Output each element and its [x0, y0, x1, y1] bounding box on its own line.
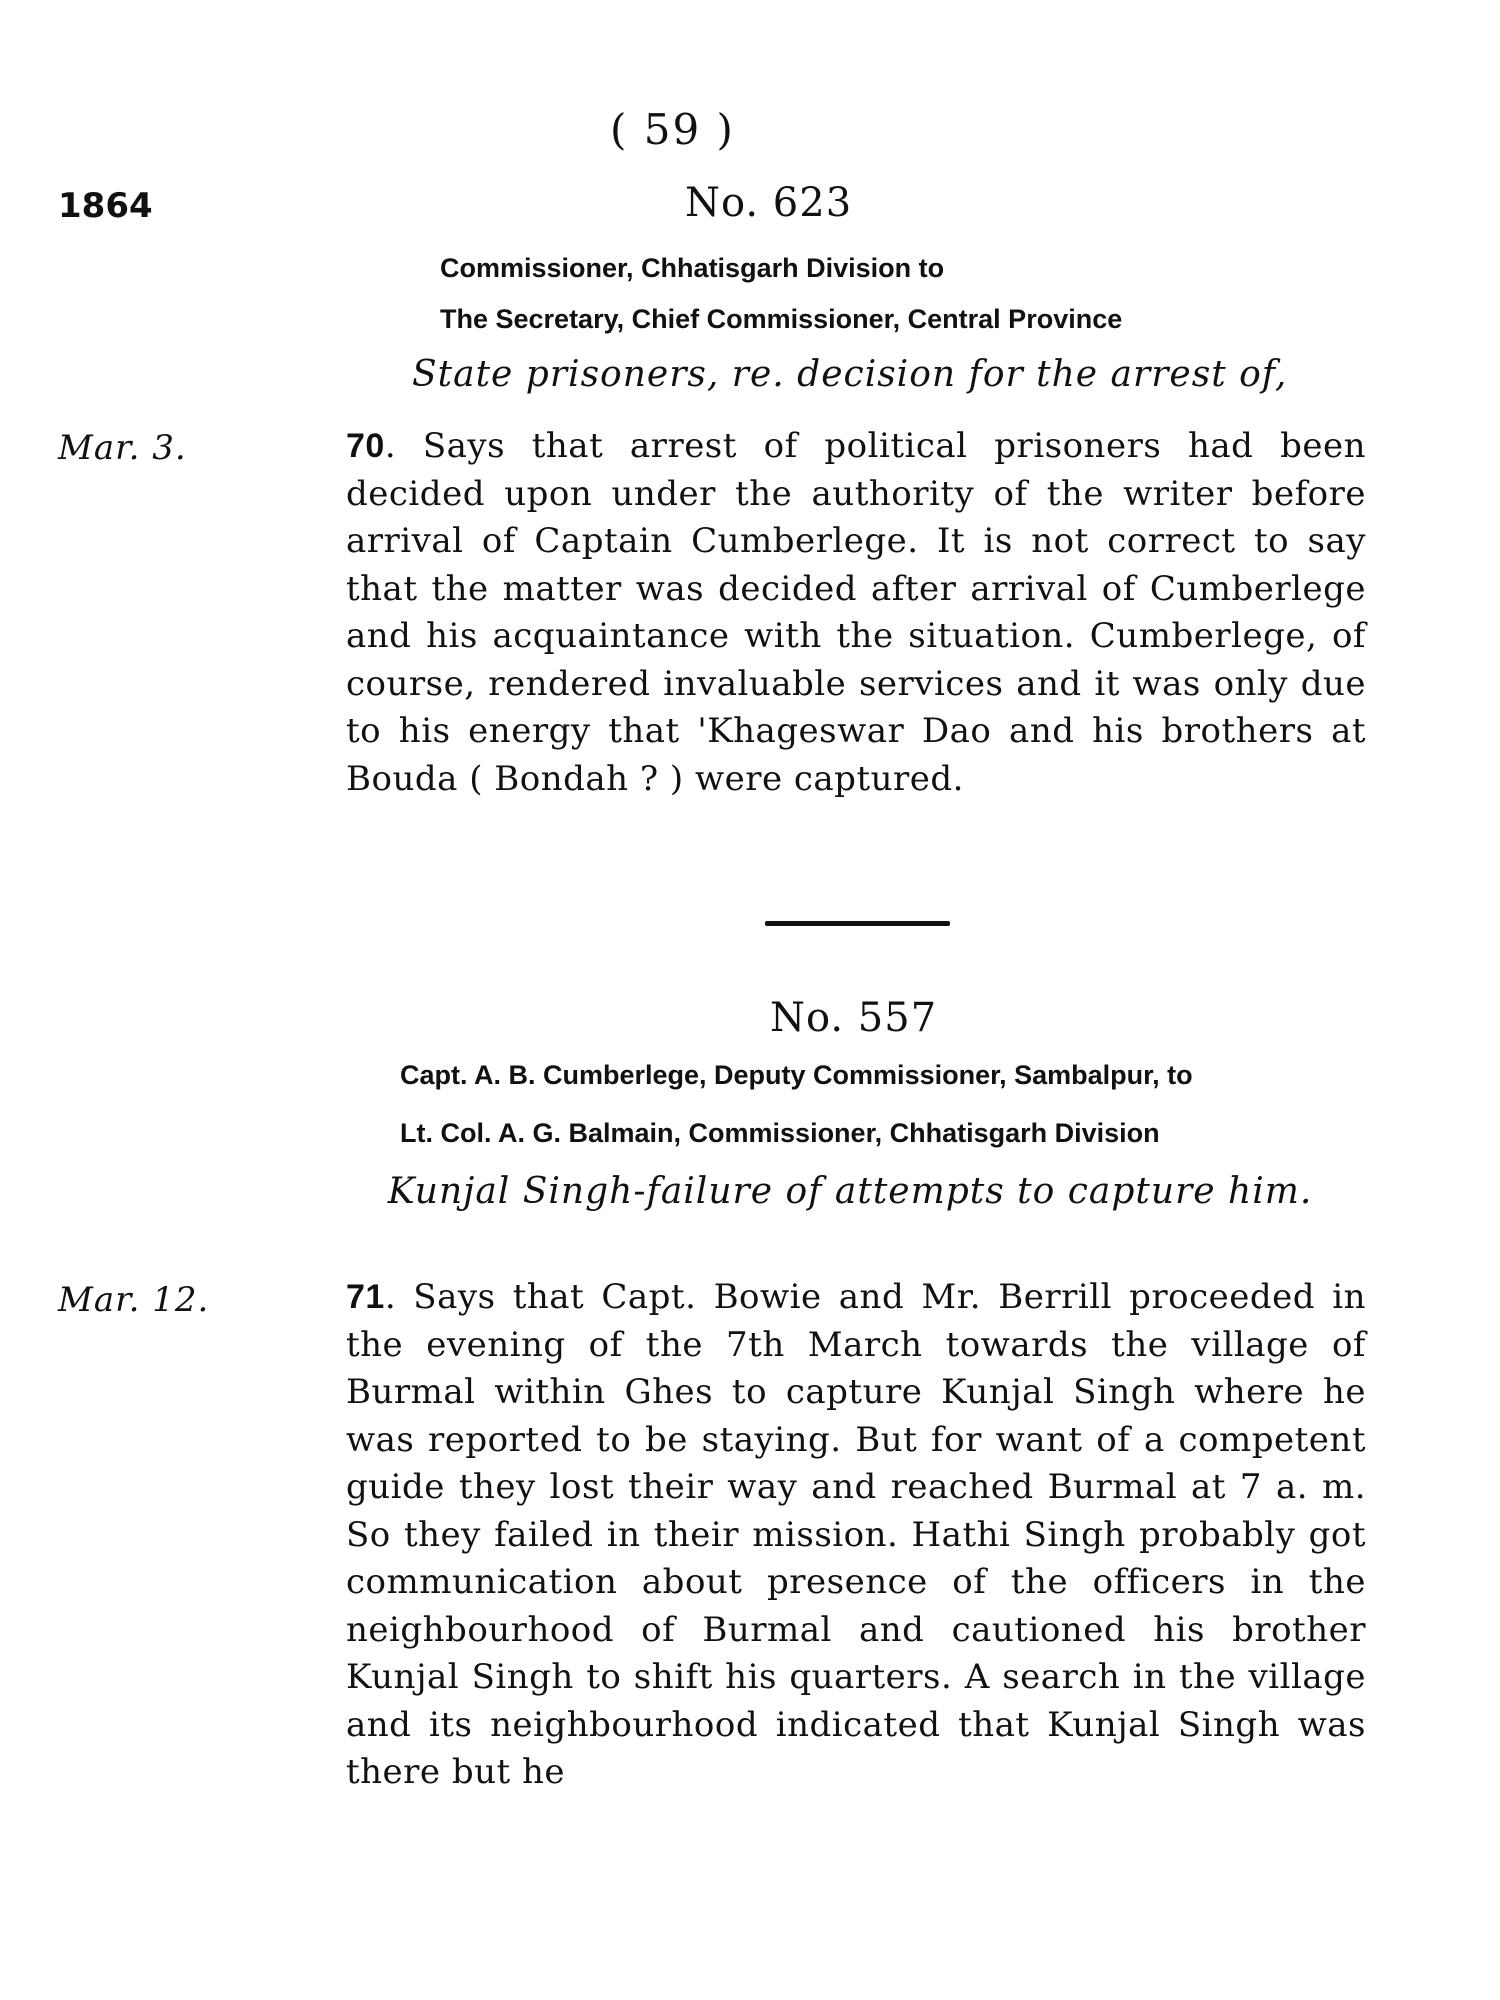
- section-divider: [765, 921, 950, 926]
- paragraph-number: 70: [346, 427, 385, 465]
- paragraph-text: . Says that arrest of political prisoners had been decided upon under the authority of the writer before arrival of Captain Cumberlege. It is not correct to say that the matter was decided after arrival of Cumberlege and his acquaintance with the situation. Cumberlege, of course, rendered invaluable services and it was only due to his energy that 'Khageswar Dao and his brothers at Bouda ( Bondah ? ) were captured.: [346, 426, 1366, 799]
- year-marginal-note: 1864: [58, 186, 153, 226]
- document-number: No. 557: [770, 995, 938, 1041]
- paragraph: [346, 423, 1366, 803]
- sender-line: Capt. A. B. Cumberlege, Deputy Commissioner, Sambalpur, to: [400, 1060, 1193, 1090]
- recipient-line: The Secretary, Chief Commissioner, Central Province: [440, 304, 1123, 334]
- recipient-line: Lt. Col. A. G. Balmain, Commissioner, Chhatisgarh Division: [400, 1118, 1160, 1148]
- document-number: No. 623: [685, 180, 853, 226]
- paragraph-number: 71: [346, 1278, 385, 1316]
- sender-line: Commissioner, Chhatisgarh Division to: [440, 253, 945, 283]
- subject-line: Kunjal Singh-failure of attempts to capture him.: [387, 1171, 1313, 1212]
- paragraph-text: . Says that Capt. Bowie and Mr. Berrill proceeded in the evening of the 7th March towards the village of Burmal within Ghes to capture Kunjal Singh where he was reported to be staying. But for want of a competent guide they lost their way and reached Burmal at 7 a. m. So they failed in their mission. Hathi Singh probably got communication about presence of the officers in the neighbourhood of Burmal and cautioned his brother Kunjal Singh to shift his quarters. A search in the village and its neighbourhood indicated that Kunjal Singh was there but he: [346, 1277, 1366, 1792]
- subject-line: State prisoners, re. decision for the arrest of,: [412, 354, 1288, 395]
- page-number: ( 59 ): [610, 105, 735, 154]
- date-marginal-note: Mar. 12.: [58, 1280, 210, 1320]
- paragraph: [346, 1274, 1366, 1797]
- date-marginal-note: Mar. 3.: [58, 428, 187, 468]
